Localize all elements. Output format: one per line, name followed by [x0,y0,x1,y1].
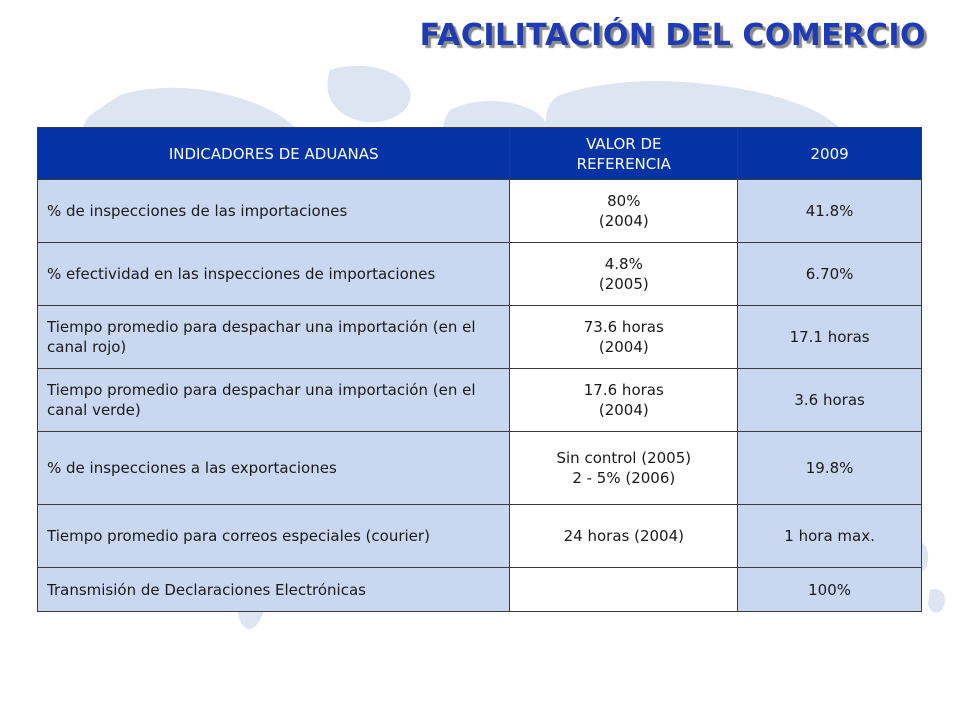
header-reference-value [510,128,738,180]
value-2009-cell: 6.70% [738,243,922,306]
reference-cell [510,505,738,568]
reference-line: (2004) [598,212,649,230]
indicator-cell: % efectividad en las inspecciones de importaciones [38,243,510,306]
table-row [38,369,922,432]
table-row [38,568,922,612]
reference-line: Sin control (2005) [556,449,692,467]
header-2009: 2009 [738,128,922,180]
reference-cell [510,243,738,306]
reference-cell [510,568,738,612]
indicator-cell: % de inspecciones a las exportaciones [38,432,510,505]
header-indicators: INDICADORES DE ADUANAS [38,128,510,180]
indicator-cell: Tiempo promedio para correos especiales (courier) [38,505,510,568]
indicator-cell: % de inspecciones de las importaciones [38,180,510,243]
table-row [38,432,922,505]
indicator-cell: Transmisión de Declaraciones Electrónicas [38,568,510,612]
table-row [38,306,922,369]
reference-line: (2005) [598,275,649,293]
value-2009-cell: 3.6 horas [738,369,922,432]
customs-indicators-table [37,127,922,612]
header-ref-line-1: VALOR DE [586,134,662,153]
page-title: FACILITACIÓN DEL COMERCIO [419,18,926,53]
table-header-row [38,128,922,180]
value-2009-cell: 1 hora max. [738,505,922,568]
value-2009-cell: 17.1 horas [738,306,922,369]
reference-line: 80% [607,192,641,210]
table-row [38,180,922,243]
table-row [38,243,922,306]
reference-line: 4.8% [604,255,643,273]
header-ref-line-2: REFERENCIA [576,154,671,173]
indicator-cell: Tiempo promedio para despachar una importación (en el canal rojo) [38,306,510,369]
reference-line: (2004) [598,401,649,419]
reference-line: 17.6 horas [583,381,664,399]
reference-cell [510,306,738,369]
value-2009-cell: 19.8% [738,432,922,505]
table-row [38,505,922,568]
indicator-cell: Tiempo promedio para despachar una importación (en el canal verde) [38,369,510,432]
value-2009-cell: 100% [738,568,922,612]
reference-line: 24 horas (2004) [563,527,684,545]
reference-line: (2004) [598,338,649,356]
reference-line: 2 - 5% (2006) [572,469,676,487]
reference-cell [510,369,738,432]
reference-cell [510,180,738,243]
value-2009-cell: 41.8% [738,180,922,243]
reference-line: 73.6 horas [583,318,664,336]
reference-cell [510,432,738,505]
